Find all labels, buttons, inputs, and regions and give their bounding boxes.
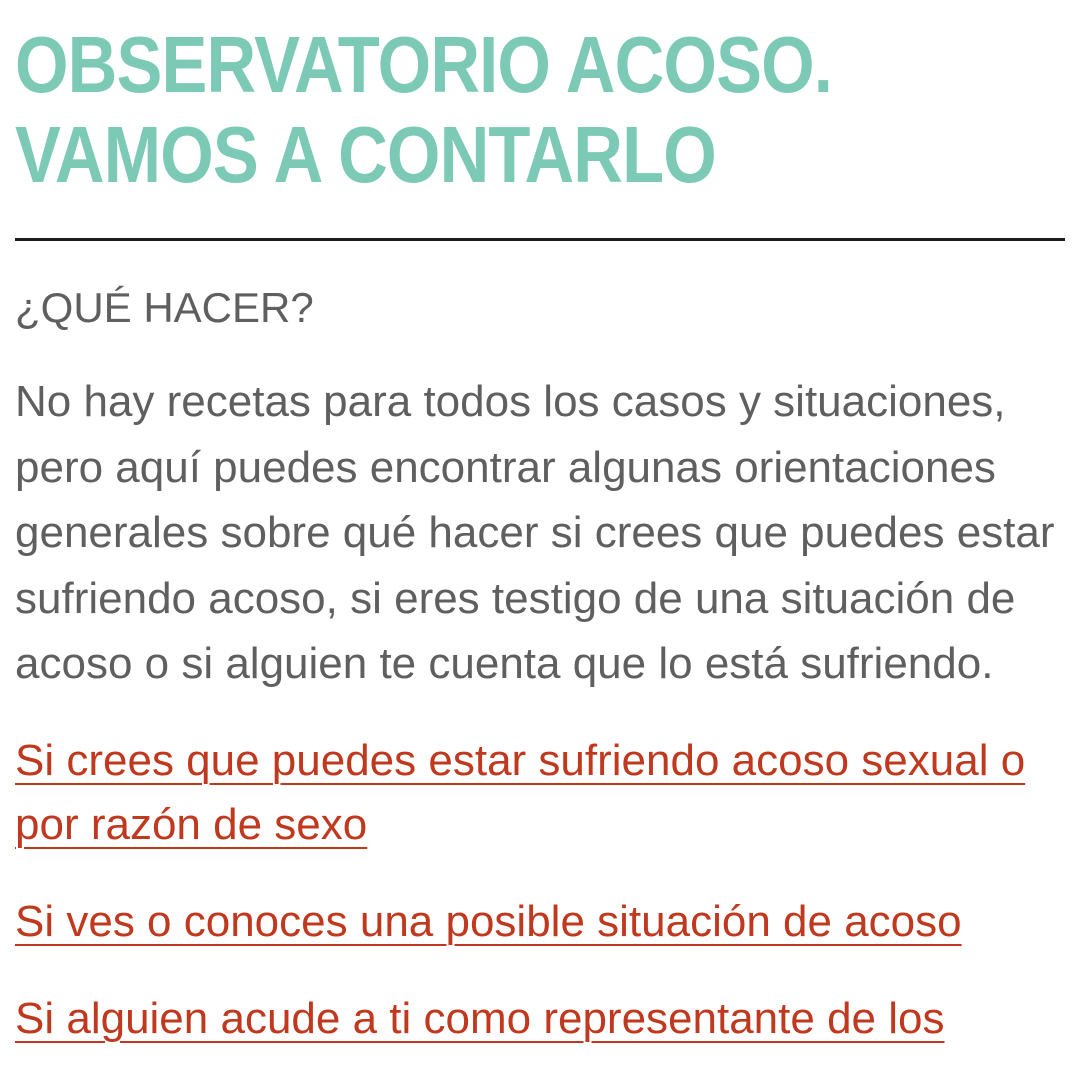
link-someone-tells-you[interactable]: Si alguien acude a ti como representante de los (15, 993, 945, 1043)
site-title-line-2: VAMOS A CONTARLO (15, 110, 716, 199)
section-heading: ¿QUÉ HACER? (15, 284, 314, 331)
intro-paragraph: No hay recetas para todos los casos y situaciones, pero aquí puedes encontrar algunas orientaciones generales sobre qué hacer si crees que puedes estar sufriendo acoso, si eres testigo de una situación de acoso o si alguien te cuenta que lo está sufriendo. (15, 377, 1055, 688)
header-divider (15, 238, 1065, 241)
site-title (15, 0, 918, 200)
guidance-links (15, 729, 1065, 1051)
link-witness-harassment[interactable]: Si ves o conoces una posible situación de acoso (15, 896, 962, 946)
site-title-line-1: OBSERVATORIO ACOSO. (15, 20, 833, 109)
link-suffering-harassment[interactable]: Si crees que puedes estar sufriendo acoso sexual o por razón de sexo (15, 735, 1026, 849)
